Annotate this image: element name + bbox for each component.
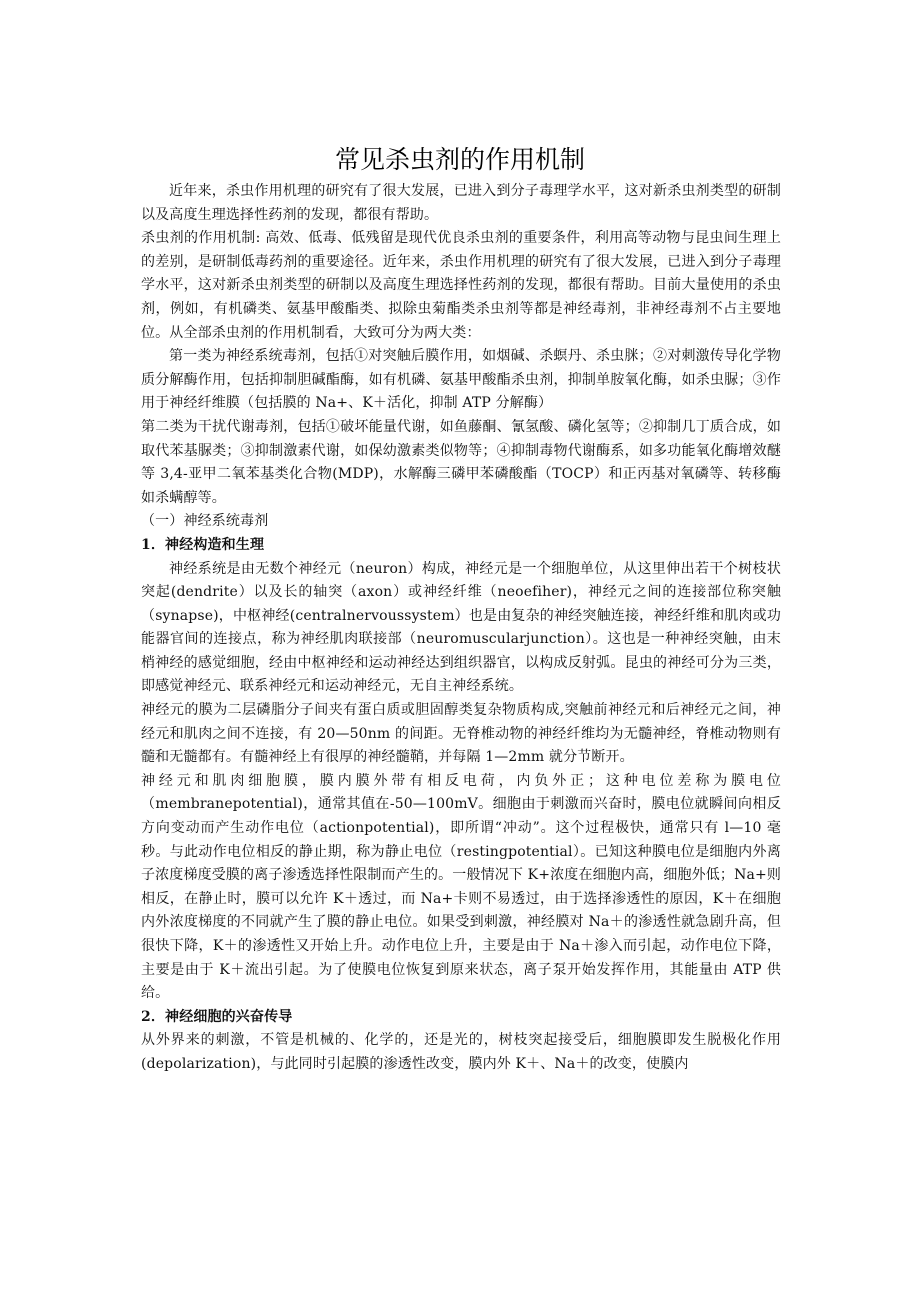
document-title: 常见杀虫剂的作用机制	[334, 145, 585, 174]
paragraph-mechanism: 杀虫剂的作用机制: 高效、低毒、低残留是现代优良杀虫剂的重要条件，利用高等动物与昆虫间生理上的差别，是研制低毒药剂的重要途径。近年来，杀虫作用机理的研究有了很大发展，已进入到分子毒理学水平，这对新杀虫剂类型的研制以及高度生理选择性药剂的发现，都很有帮助。目前大量使用的杀虫剂，例如，有机磷类、氨基甲酸酯类、拟除虫菊酯类杀虫剂等都是神经毒剂，非神经毒剂不占主要地位。从全部杀虫剂的作用机制看，大致可分为两大类：	[141, 230, 781, 341]
subheading-excitation-conduction: 2．神经细胞的兴奋传导	[141, 1008, 293, 1025]
document-body	[141, 180, 781, 1077]
paragraph-intro: 近年来，杀虫作用机理的研究有了很大发展，已进入到分子毒理学水平，这对新杀虫剂类型的研制以及高度生理选择性药剂的发现，都很有帮助。	[141, 183, 781, 223]
paragraph-nervous-system: 神经系统是由无数个神经元（neuron）构成，神经元是一个细胞单位，从这里伸出若干个树枝状突起(dendrite）以及长的轴突（axon）或神经纤维（neoefiher)，神经元之间的连接部位称突触（synapse)，中枢神经(centralnervoussystem）也是由复杂的神经突触连接，神经纤维和肌肉或功能器官间的连接点，称为神经肌肉联接部（neuromuscularjunction）。这也是一种神经突触，由末梢神经的感觉细胞，经由中枢神经和运动神经达到组织器官，以构成反射弧。昆虫的神经可分为三类，即感觉神经元、联系神经元和运动神经元，无自主神经系统。	[141, 560, 781, 695]
paragraph-neuron-membrane: 神经元的膜为二层磷脂分子间夹有蛋白质或胆固醇类复杂物质构成,突触前神经元和后神经元之间，神经元和肌肉之间不连接，有 20—50nm 的间距。无脊椎动物的神经纤维均为无髓神经，脊椎动物则有髓和无髓都有。有髓神经上有很厚的神经髓鞘，并每隔 1—2mm 就分节断开。	[141, 702, 781, 766]
paragraph-class-two: 第二类为干扰代谢毒剂，包括①破坏能量代谢，如鱼藤酮、氰氢酸、磷化氢等；②抑制几丁质合成，如取代苯基脲类；③抑制激素代谢，如保幼激素类似物等；④抑制毒物代谢酶系，如多功能氧化酶增效醚等 3,4-亚甲二氧苯基类化合物(MDP)，水解酶三磷甲苯磷酸酯（TOCP）和正丙基对氧磷等、转移酶如杀螨醇等。	[141, 418, 781, 506]
subheading-neural-structure: 1．神经构造和生理	[141, 536, 265, 553]
paragraph-stimulus: 从外界来的刺激，不管是机械的、化学的，还是光的，树枝突起接受后，细胞膜即发生脱极化作用(depolarization)，与此同时引起膜的渗透性改变，膜内外 K＋、Na＋的改变，使膜内	[141, 1032, 781, 1072]
paragraph-class-one: 第一类为神经系统毒剂，包括①对突触后膜作用，如烟碱、杀螟丹、杀虫脒；②对刺激传导化学物质分解酶作用，包括抑制胆碱酯酶，如有机磷、氨基甲酸酯杀虫剂，抑制单胺氧化酶，如杀虫脲；③作用于神经纤维膜（包括膜的 Na+、K＋活化，抑制 ATP 分解酶）	[141, 348, 781, 412]
paragraph-membrane-potential: 神经元和肌肉细胞膜，膜内膜外带有相反电荷，内负外正；这种电位差称为膜电位（membranepotential)，通常其值在-50—100mV。细胞由于刺激而兴奋时，膜电位就瞬间向相反方向变动而产生动作电位（actionpotential)，即所谓“冲动”。这个过程极快，通常只有 l—10 毫秒。与此动作电位相反的静止期，称为静止电位（restingpotential）。已知这种膜电位是细胞内外离子浓度梯度受膜的离子渗透选择性限制而产生的。一般情况下 K+浓度在细胞内高，细胞外低；Na+则相反，在静止时，膜可以允许 K＋透过，而 Na+卡则不易透过，由于选择渗透性的原因，K＋在细胞内外浓度梯度的不同就产生了膜的静止电位。如果受到刺激，神经膜对 Na＋的渗透性就急剧升高，但很快下降，K＋的渗透性又开始上升。动作电位上升，主要是由于 Na＋渗入而引起，动作电位下降，主要是由于 K＋流出引起。为了使膜电位恢复到原来状态，离子泵开始发挥作用，其能量由 ATP 供给。	[141, 772, 782, 1002]
section-heading-nervous-toxins: （一）神经系统毒剂	[141, 513, 269, 530]
